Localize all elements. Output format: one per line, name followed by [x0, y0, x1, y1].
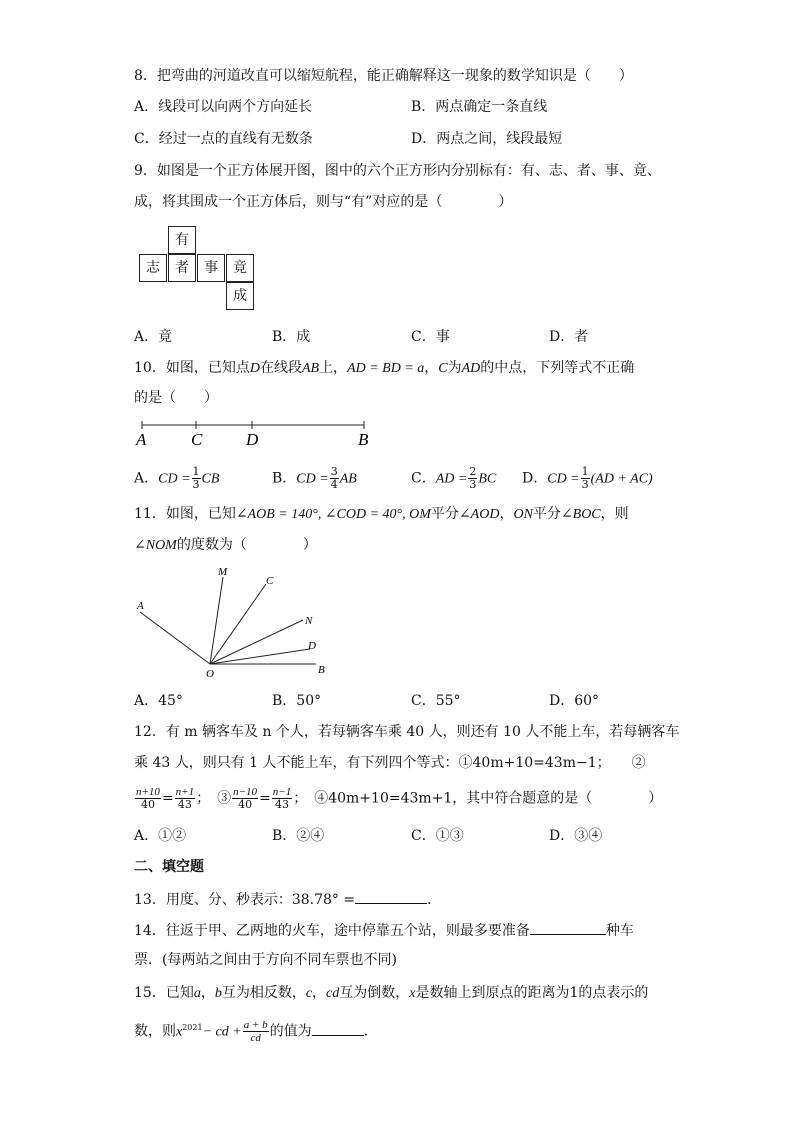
frac-num: n+1	[175, 786, 195, 798]
q13	[134, 889, 441, 910]
cube-face-3: 事	[197, 254, 225, 282]
q14-blank[interactable]	[530, 920, 606, 935]
q15-text: 的值为	[269, 1023, 312, 1040]
frac-num: 1	[192, 465, 200, 478]
q11-text: 11．如图，已知	[134, 506, 236, 522]
q11-text: 平分	[532, 506, 561, 522]
equals-sign: =	[161, 790, 174, 807]
q12-text: ； ③	[196, 790, 232, 807]
q12-option-b: B．②④	[272, 828, 325, 844]
frac-den: 4	[330, 478, 338, 491]
frac-num: 1	[581, 465, 589, 478]
q10-option-b	[272, 466, 357, 491]
q12-line3	[134, 786, 662, 811]
q15-var: c	[305, 986, 313, 1001]
q8-stem: 8．把弯曲的河道改直可以缩短航程，能正确解释这一现象的数学知识是（ ）	[134, 68, 633, 84]
q13-text: ．	[427, 892, 442, 908]
q11-text: 平分	[430, 506, 459, 522]
ray-label-n: N	[305, 615, 313, 627]
q11-option-b: B．50°	[272, 693, 322, 709]
section-title: 二、填空题	[134, 859, 204, 875]
q15-exponent: 2021	[182, 1023, 203, 1032]
option-rhs: (AD + AC)	[590, 471, 653, 487]
q12-option-a: A．①②	[134, 828, 187, 844]
point-label-b: B	[358, 430, 369, 449]
frac-den: 43	[275, 798, 289, 811]
frac-num: n−1	[272, 786, 292, 798]
q15-text: ，	[200, 985, 215, 1001]
option-lhs: CD =	[547, 471, 580, 487]
q15-text: ，	[312, 985, 327, 1001]
q12-text: ； ④40m+10=43m+1，其中符合题意的是（ ）	[293, 790, 663, 807]
q11-text: 的度数为（ ）	[176, 537, 317, 553]
q10-option-c	[411, 466, 496, 491]
frac-den: 3	[192, 478, 200, 491]
q11-option-c: C．55°	[411, 693, 461, 709]
option-letter: A．	[134, 470, 159, 487]
q14-text: 14．往返于甲、乙两地的火车，途中停靠五个站，则最多要准备	[134, 923, 530, 939]
frac-num: 3	[330, 465, 338, 478]
q12-line1: 12．有 m 辆客车及 n 个人，若每辆客车乘 40 人，则还有 10 人不能上车，若每辆客车	[134, 724, 680, 740]
q12-line2: 乘 43 人，则只有 1 人不能上车，有下列四个等式：①40m+10=43m−1； ②	[134, 755, 646, 771]
q10-text: 上，	[319, 360, 348, 376]
q10-option-d	[522, 466, 653, 491]
q13-text: 13．用度、分、秒表示：38.78° =	[134, 892, 356, 908]
option-rhs: BC	[478, 471, 497, 487]
option-lhs: AD =	[435, 471, 468, 487]
q9-option-d: D．者	[549, 329, 589, 345]
ray-label-o: O	[206, 668, 214, 680]
segment-diagram	[130, 414, 380, 454]
q15-var: b	[214, 986, 222, 1001]
ray-label-d: D	[308, 640, 316, 652]
q15-text: 互为倒数，	[339, 985, 410, 1001]
q15-line2	[134, 1018, 378, 1044]
point-label-c: C	[191, 430, 203, 449]
q15-var: x	[409, 986, 416, 1001]
frac-den: 3	[469, 478, 477, 491]
q15-var: cd	[326, 986, 340, 1001]
q10-text: 10．如图，已知点	[134, 360, 250, 376]
q11-angle: ∠NOM	[134, 538, 177, 553]
frac-den: 43	[177, 798, 192, 811]
point-label-a: A	[136, 430, 147, 449]
q11-var: ON	[513, 507, 533, 522]
ray-label-c: C	[266, 575, 274, 587]
q15-text: 15．已知	[134, 985, 194, 1001]
option-rhs: AB	[339, 471, 357, 487]
q9-option-c: C．事	[411, 329, 450, 345]
q11-stem-line2	[134, 535, 317, 556]
q14-line1	[134, 920, 634, 941]
q10-option-a	[134, 466, 219, 491]
q10-stem-line2: 的是（ ）	[134, 390, 218, 406]
frac-den: 40	[140, 798, 155, 811]
q12-option-d: D．③④	[549, 828, 603, 844]
frac-den: 40	[238, 798, 253, 811]
q15-line1	[134, 983, 648, 1004]
cube-face-top: 有	[168, 226, 196, 254]
frac-num: 2	[469, 465, 477, 478]
q15-blank[interactable]	[312, 1021, 364, 1036]
cube-face-1: 志	[139, 254, 167, 282]
q11-text: ，	[499, 506, 514, 522]
q10-text: ，	[424, 360, 439, 376]
q8-option-c: C．经过一点的直线有无数条	[134, 131, 313, 147]
q10-stem-line1	[134, 358, 634, 379]
q9-option-a: A．竟	[134, 329, 173, 345]
q13-blank[interactable]	[355, 889, 427, 904]
q10-var: AB	[301, 361, 320, 376]
option-letter: B．	[272, 470, 297, 487]
ray-label-a: A	[137, 600, 144, 612]
q10-var: D	[249, 361, 260, 376]
q15-text: 数，则	[134, 1023, 176, 1040]
option-lhs: CD =	[296, 471, 329, 487]
option-letter: D．	[522, 470, 548, 487]
option-lhs: CD =	[158, 471, 191, 487]
frac-num: a + b	[243, 1019, 268, 1032]
angle-diagram	[130, 560, 350, 684]
option-rhs: CB	[201, 471, 220, 487]
q11-angle: ∠AOD	[458, 507, 500, 522]
q10-text: 的中点，下列等式不正确	[480, 360, 635, 376]
frac-num: n+10	[136, 786, 160, 798]
option-letter: C．	[411, 470, 436, 487]
q15-var: a	[193, 986, 201, 1001]
q11-stem-line1	[134, 504, 629, 525]
q10-var: AD	[461, 361, 481, 376]
q12-option-c: C．①③	[411, 828, 464, 844]
q10-text: 为	[447, 360, 462, 376]
q10-var: C	[438, 361, 448, 376]
q14-line2: 票．(每两站之间由于方向不同车票也不同)	[134, 952, 397, 968]
frac-den: cd	[250, 1032, 261, 1045]
q15-var: x	[176, 1024, 183, 1040]
q10-equation: AD = BD = a	[347, 361, 425, 376]
q10-text: 在线段	[259, 360, 302, 376]
q11-option-a: A．45°	[134, 693, 183, 709]
q8-option-b: B．两点确定一条直线	[411, 99, 548, 115]
q15-text: ．	[363, 1023, 378, 1040]
q14-text: 种车	[605, 923, 634, 939]
frac-den: 3	[581, 478, 589, 491]
q9-stem-line2: 成，将其围成一个正方体后，则与“有”对应的是（ ）	[134, 194, 513, 210]
q8-option-d: D．两点之间，线段最短	[411, 131, 563, 147]
q15-text: 是数轴上到原点的距离为	[415, 985, 570, 1001]
q15-text: 的点表示的	[578, 985, 649, 1001]
q9-stem-line1: 9．如图是一个正方体展开图，图中的六个正方形内分别标有：有、志、者、事、竟、	[134, 163, 661, 179]
q11-text: ，则	[600, 506, 629, 522]
cube-face-bottom: 成	[226, 282, 254, 310]
q11-option-d: D．60°	[549, 693, 600, 709]
q8-option-a: A．线段可以向两个方向延长	[134, 99, 313, 115]
cube-face-4: 竟	[226, 254, 254, 282]
cube-face-2: 者	[168, 254, 196, 282]
q15-expression: − cd +	[202, 1024, 242, 1040]
q11-angle: ∠BOC	[560, 507, 601, 522]
q15-text: 互为相反数，	[221, 985, 306, 1001]
frac-num: n−10	[233, 786, 258, 798]
ray-label-m: M	[218, 566, 228, 578]
q11-given: ∠AOB = 140°, ∠COD = 40°, OM	[235, 507, 431, 522]
ray-label-b: B	[318, 664, 325, 676]
point-label-d: D	[246, 430, 259, 449]
q15-number: 1	[569, 985, 579, 1001]
q9-option-b: B．成	[272, 329, 311, 345]
equals-sign: =	[259, 790, 271, 807]
